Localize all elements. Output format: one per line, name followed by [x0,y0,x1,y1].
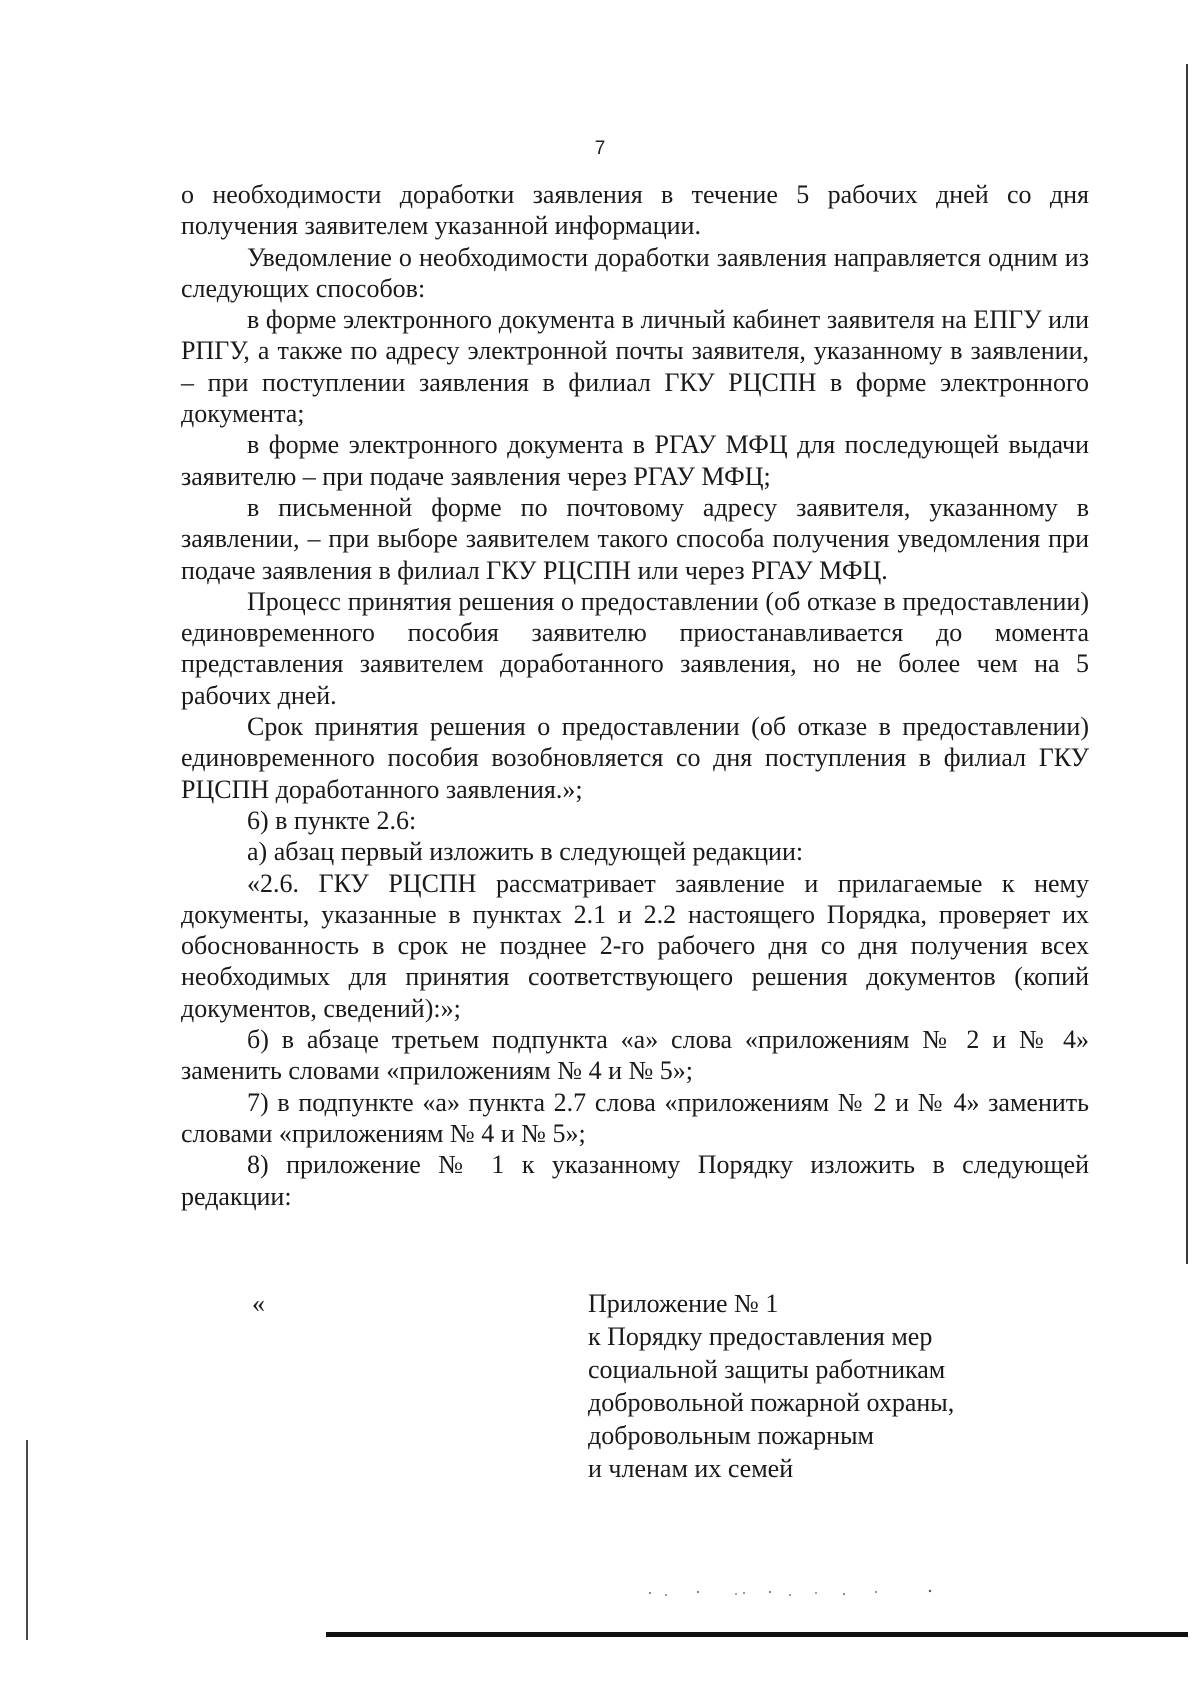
paragraph: в форме электронного документа в РГАУ МФЦ для последующей выдачи заявителю – при подаче заявления через РГАУ МФЦ; [181,430,1089,491]
paragraph: о необходимости доработки заявления в течение 5 рабочих дней со дня получения заявителем указанной информации. [181,180,1089,241]
appendix-open-quote: « [252,1289,265,1318]
paragraph: в форме электронного документа в личный кабинет заявителя на ЕПГУ или РПГУ, а также по адресу электронной почты заявителя, указанному в заявлении, – при поступлении заявления в филиал ГКУ РЦСПН в форме электронного документа; [181,305,1089,429]
scan-edge-left [26,1440,28,1640]
paragraph: «2.6. ГКУ РЦСПН рассматривает заявление и прилагаемые к нему документы, указанные в пунктах 2.1 и 2.2 настоящего Порядка, проверяет их обоснованность в срок не позднее 2-го рабочего дня со дня получения всех необходимых для принятия соответствующего решения документов (копий документов, сведений):»; [181,868,1089,1023]
appendix-line: добровольным пожарным [588,1421,874,1450]
paragraph: в письменной форме по почтовому адресу заявителя, указанному в заявлении, – при выборе заявителем такого способа получения уведомления при подаче заявления в филиал ГКУ РЦСПН или через РГАУ МФЦ. [181,492,1089,585]
document-body [181,179,1089,1212]
appendix-header [588,1287,1058,1485]
appendix-title: Приложение № 1 [588,1289,779,1318]
appendix-line: и членам их семей [588,1454,794,1483]
paragraph: Уведомление о необходимости доработки заявления направляется одним из следующих способов: [181,242,1089,303]
paragraph: 6) в пункте 2.6: [247,805,417,835]
paragraph: Процесс принятия решения о предоставлении (об отказе в предоставлении) единовременного пособия заявителю приостанавливается до момента представления заявителем доработанного заявления, но не более чем на 5 рабочих дней. [181,586,1089,710]
appendix-line: к Порядку предоставления мер [588,1322,933,1351]
appendix-line: добровольной пожарной охраны, [588,1388,955,1417]
paragraph: 7) в подпункте «а» пункта 2.7 слова «приложениям № 2 и № 4» заменить словами «приложениям № 4 и № 5»; [181,1087,1089,1148]
paragraph: б) в абзаце третьем подпункта «а» слова «приложениям № 2 и № 4» заменить словами «приложениям № 4 и № 5»; [181,1025,1089,1086]
scan-noise [640,1587,960,1597]
appendix-line: социальной защиты работникам [588,1355,946,1384]
scan-edge-right [1186,64,1188,1264]
page-number: 7 [594,138,606,159]
paragraph: 8) приложение № 1 к указанному Порядку изложить в следующей редакции: [181,1150,1089,1211]
paragraph: а) абзац первый изложить в следующей редакции: [247,837,804,867]
scan-edge-bottom [326,1632,1188,1637]
paragraph: Срок принятия решения о предоставлении (об отказе в предоставлении) единовременного пособия возобновляется со дня поступления в филиал ГКУ РЦСПН доработанного заявления.»; [181,712,1089,804]
